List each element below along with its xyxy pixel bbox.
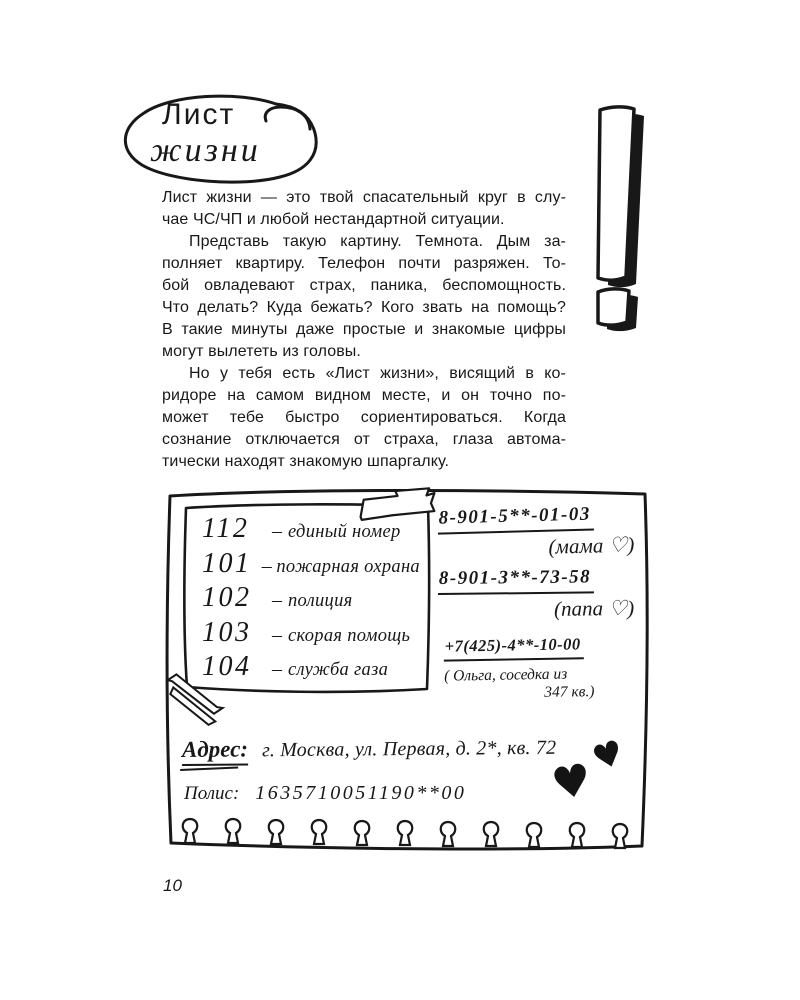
address-label: Адрес:: [182, 736, 248, 766]
policy-line: [184, 782, 466, 805]
paragraph-3: [162, 363, 566, 473]
text-line: ридоре на самом видном месте, и он точно по-: [162, 387, 566, 404]
page-title: Лист: [162, 98, 236, 131]
phone-number: 8-901-3**-73-58: [438, 566, 595, 595]
emergency-label: пожарная охрана: [276, 556, 420, 577]
emergency-code: 112: [202, 513, 250, 544]
text-line: чае ЧС/ЧП и любой нестандартной ситуации.: [162, 211, 505, 228]
emergency-label: скорая помощь: [288, 625, 411, 646]
contact-papa: [438, 566, 639, 623]
emergency-numbers-note: [202, 513, 420, 686]
emergency-code: 101: [202, 547, 252, 579]
address-value: г. Москва, ул. Первая, д. 2*, кв. 72: [261, 736, 557, 762]
text-line: сознание отключается от страха, глаза автома-: [162, 431, 566, 448]
text-line: тически находят знакомую шпаргалку.: [162, 453, 450, 470]
emergency-label: служба газа: [288, 660, 389, 680]
policy-label: Полис:: [184, 783, 240, 804]
emergency-code: 103: [202, 616, 252, 648]
text-line: могут вылететь из головы.: [162, 343, 361, 360]
emergency-label: полиция: [288, 591, 353, 611]
text-line: Представь такую картину. Темнота. Дым за-: [189, 233, 566, 250]
contact-name: ( Ольга, соседка из: [443, 665, 568, 685]
phone-number: 8-901-5**-01-03: [437, 504, 594, 535]
emergency-code: 104: [202, 651, 252, 682]
contact-name: (мама ♡): [548, 532, 635, 559]
paragraph-1: [162, 187, 566, 231]
heart-icon: ♥: [587, 732, 629, 780]
exclamation-mark-icon: [570, 101, 662, 339]
emergency-row: [202, 582, 420, 617]
emergency-row: [202, 617, 420, 652]
dash: –: [272, 658, 282, 680]
page-title-script: жизни: [150, 132, 261, 169]
emergency-row: [202, 548, 420, 583]
phone-number: +7(425)-4**-10-00: [443, 634, 584, 661]
text-line: В такие минуты даже простые и знакомые цифры: [162, 321, 566, 338]
text-line: Но у тебя есть «Лист жизни», висящий в ко-: [189, 365, 566, 382]
dash: –: [272, 623, 282, 646]
dash: –: [272, 589, 282, 611]
paragraph-2: [162, 231, 566, 363]
heart-icon: ♥: [547, 753, 596, 812]
text-line: Лист жизни — это твой спасательный круг в слу-: [162, 189, 566, 206]
page-number: 10: [163, 876, 182, 895]
contact-neighbor: [443, 633, 636, 703]
text-line: полняет квартиру. Телефон почти разряжен. То-: [162, 255, 566, 272]
emergency-label: единый номер: [288, 522, 401, 542]
dash: –: [272, 520, 282, 542]
life-sheet-illustration: [162, 485, 652, 857]
contact-name: (папа ♡): [553, 595, 635, 621]
intro-text: [162, 187, 566, 473]
policy-value: 1635710051190**00: [255, 782, 467, 804]
text-line: бой овладевают страх, паника, беспомощность.: [162, 277, 566, 294]
contact-name: 347 кв.): [544, 683, 595, 701]
chapter-title: [116, 76, 328, 196]
text-line: Что делать? Куда бежать? Кого звать на помощь?: [162, 299, 566, 316]
emergency-row: [202, 651, 420, 686]
emergency-row: [202, 513, 420, 548]
dash: –: [261, 554, 272, 577]
contact-mama: [437, 502, 638, 562]
text-line: может тебе быстро сориентироваться. Когда: [162, 409, 566, 426]
emergency-code: 102: [202, 582, 252, 613]
